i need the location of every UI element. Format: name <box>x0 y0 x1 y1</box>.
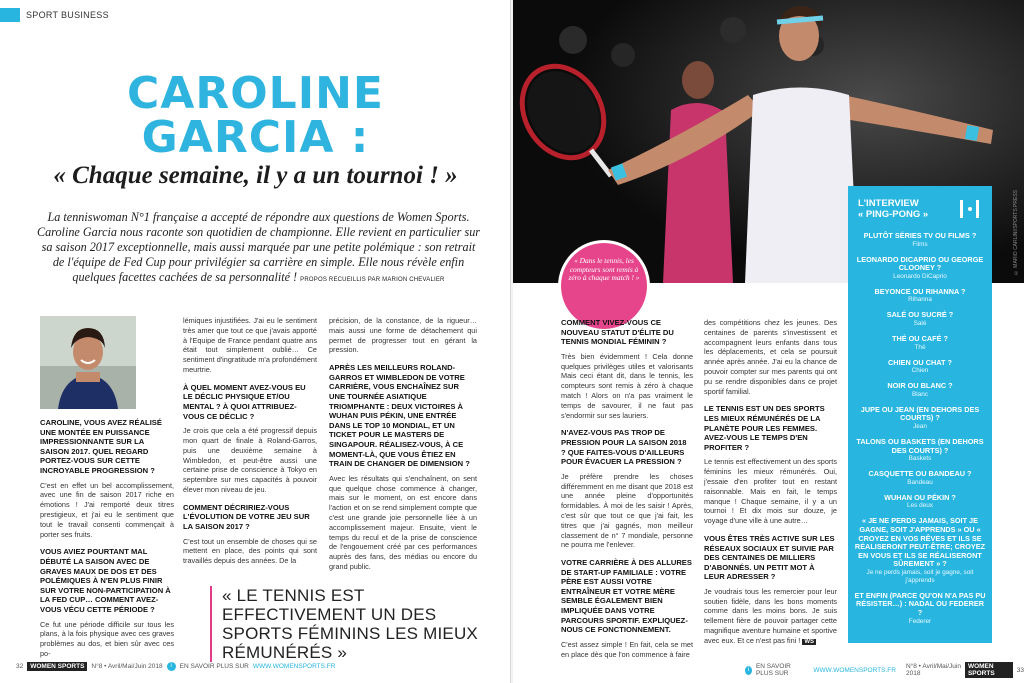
ping-pong-answer: Jean <box>913 422 927 430</box>
answer-paragraph: C'est en effet un bel accomplissement, avec une fin de saison 2017 riche en émotions ! J'ai remporté deux titres prestigieux, et j'ai eu le sentiment que tout le travail consenti commençait à porter ses fruits. <box>40 480 174 539</box>
ping-pong-answer: Thé <box>914 343 926 351</box>
more-info-label: EN SAVOIR PLUS SUR <box>755 663 791 677</box>
issue-info: N°8 • Avril/Mai/Juin 2018 <box>905 663 961 677</box>
text-column-3 <box>329 316 477 580</box>
ping-pong-answer: Salé <box>913 319 927 327</box>
ping-pong-answer: Films <box>912 240 928 248</box>
answer-text: Je voudrais tous les remercier pour leur soutien fidèle, dans les bons moments comme dans les moins bons. Je suis tellement fière de pouvoir partager cette magnifique aventure humaine et sportive avec eux. Et ce n'est pas fini ! <box>704 586 837 645</box>
ping-pong-answer: Chien <box>911 367 929 375</box>
ping-pong-answer: Les deux <box>907 502 933 510</box>
ping-pong-answer: Leonardo DiCaprio <box>893 272 947 280</box>
question-heading: COMMENT VIVEZ-VOUS CE NOUVEAU STATUT D'ÉLITE DU TENNIS MONDIAL FÉMININ ? <box>561 318 674 347</box>
ping-pong-question: BEYONCE OU RIHANNA ? <box>874 286 966 296</box>
ping-pong-paddle-icon <box>958 196 982 222</box>
ping-pong-answer: Rihanna <box>908 296 932 304</box>
quote-bubble: « Dans le tennis, les compteurs sont remis à zéro à chaque match ! » <box>561 243 647 329</box>
ping-pong-question: JUPE OU JEAN (EN DEHORS DES COURTS) ? <box>860 404 980 423</box>
section-header <box>0 8 109 22</box>
question-heading: N'AVEZ-VOUS PAS TROP DE PRESSION POUR LA SAISON 2018 ? QUE FAITES-VOUS D'AILLEURS POUR ÉVACUER LA PRESSION ? <box>561 428 687 467</box>
answer-paragraph <box>704 587 837 648</box>
page-number: 32 <box>16 663 24 670</box>
ping-pong-question: THÉ OU CAFÉ ? <box>892 333 948 343</box>
intro-paragraph <box>36 210 481 288</box>
portrait-illustration <box>40 316 136 409</box>
website-link[interactable]: WWW.WOMENSPORTS.FR <box>252 663 336 670</box>
ping-pong-list <box>854 232 986 633</box>
info-icon: i <box>745 666 752 675</box>
ping-pong-question: CHIEN OU CHAT ? <box>888 357 952 367</box>
magazine-brand: WOMEN SPORTS <box>27 662 87 671</box>
section-marker <box>0 8 20 22</box>
answer-paragraph: C'est assez simple ! En fait, cela se met en place dès que l'on commence à faire <box>561 639 693 659</box>
ping-pong-answer: Je ne perds jamais, soit je gagne, soit j'apprends <box>866 568 974 584</box>
answer-paragraph: Ce fut une période difficile sur tous les plans, à la fois physique avec ces graves problèmes au dos, et bien sûr avec ces po- <box>40 619 174 658</box>
headline-line-1: CAROLINE <box>127 68 384 119</box>
answer-paragraph: Très bien évidemment ! Cela donne quelques privilèges utiles et valorisants Mais ceci étant dit, dans le tennis, les compteurs sont remis à zéro à chaque match ! Alors on n'a pas vraiment le temps de savourer, il ne faut pas s'endormir sur ses lauriers. <box>561 351 693 420</box>
page-number: 33 <box>1016 666 1024 674</box>
question-heading: APRÈS LES MEILLEURS ROLAND-GARROS ET WIMBLEDON DE VOTRE CARRIÈRE, VOUS ENCHAÎNEZ SUR UNE TOURNÉE ASIATIQUE TRIOMPHANTE : DEUX VICTOIRES À WUHAN PUIS PÉKIN, UNE ENTRÉE DANS LE TOP 10 MONDIAL, ET UN TICKET POUR LE MASTERS DE SINGAPOUR. RÉALISEZ-VOUS, À CE MOMENT-LÀ, QUE VOUS ÊTIEZ EN TRAIN DE CHANGER DE DIMENSION ? <box>329 363 470 469</box>
answer-paragraph: Je préfère prendre les choses différemment en me disant que 2018 est une année pleine d'opportunités formidables. À moi de les saisir ! Après, c'est sûr que tout ce que j'ai fait, les titres que j'ai gagnés, mon meilleur classement de n° 7 mondiale, personne ne pourra me l'enlever. <box>561 471 693 550</box>
ping-pong-answer: Federer <box>908 617 932 625</box>
text-column-4 <box>561 318 693 667</box>
photo-credit: © MARIO CARLINI/SPORTS PRESS <box>1013 190 1019 276</box>
more-info-label: EN SAVOIR PLUS SUR <box>179 663 249 670</box>
ping-pong-answer: Baskets <box>908 455 932 463</box>
answer-continued: lémiques injustifiées. J'ai eu le sentiment très amer que tout ce que j'avais apporté à l'Equipe de France pendant quatre ans était tout simplement oublié… Ce sentiment d'ingratitude m'a profondément meurtrie. <box>183 316 317 374</box>
ping-pong-question: LEONARDO DICAPRIO OU GEORGE CLOONEY ? <box>856 254 984 273</box>
text-column-5 <box>704 318 837 656</box>
footer-left <box>16 662 335 671</box>
headline-line-2: GARCIA : <box>141 112 370 163</box>
section-label: SPORT BUSINESS <box>26 10 109 20</box>
ping-pong-question: TALONS OU BASKETS (EN DEHORS DES COURTS) ? <box>856 436 984 455</box>
ping-pong-title-line-1: L'INTERVIEW <box>858 198 919 209</box>
answer-paragraph: Je crois que cela a été progressif depuis mon quart de finale à Roland-Garros, puis une deuxième semaine à Wimbledon, et peut-être aussi une certaine prise de conscience à Tokyo en septembre sur mes capacités à pouvoir élever mon niveau de jeu. <box>183 426 317 494</box>
answer-continued: des compétitions chez les jeunes. Des centaines de parents s'investissent et accompagnent leurs enfants dans tous les déplacements, et cela se poursuit année après année. J'ai eu la chance de pouvoir compter sur mes parents qui ont pu se rendre disponibles dans ce projet sportif familial. <box>704 318 837 396</box>
answer-paragraph: C'est tout un ensemble de choses qui se mettent en place, des points qui sont travaillés depuis des années. De la <box>183 536 317 566</box>
left-page <box>0 0 511 683</box>
ping-pong-question: ET ENFIN (PARCE QU'ON N'A PAS PU RÉSISTER…) : NADAL OU FEDERER ? <box>854 590 986 618</box>
answer-paragraph: Le tennis est effectivement un des sports féminins les mieux rémunérés. Oui, j'essaie d'en profiter tout en restant raisonnable. Mais en fait, le temps manque ! Chaque semaine, il y a un tournoi ! Et dix mois sur douze, je voyage d'une ville à une autre… <box>704 457 837 526</box>
ping-pong-answer: Bandeau <box>907 478 933 486</box>
pull-quote: « LE TENNIS EST EFFECTIVEMENT UN DES SPORTS FÉMININS LES MIEUX RÉMUNÉRÉS » <box>210 586 500 662</box>
answer-paragraph: Avec les résultats qui s'enchaînent, on sent que quelque chose commence à changer, mais sur le moment, on est encore dans l'action et on se rend simplement compte que c'est une grande joie personnelle liée à un accomplissement majeur. Ensuite, vient le temps du recul et de la prise de conscience de l'engouement créé par ces performances auprès des fans, des médias ou encore du grand public. <box>329 473 477 571</box>
end-mark: WS <box>804 638 815 645</box>
portrait-photo <box>40 316 136 409</box>
ping-pong-question: NOIR OU BLANC ? <box>887 381 953 391</box>
text-column-1 <box>40 418 174 667</box>
info-icon: i <box>167 662 176 671</box>
ping-pong-question: PLUTÔT SÉRIES TV OU FILMS ? <box>863 231 977 240</box>
ping-pong-question: « JE NE PERDS JAMAIS, SOIT JE GAGNE, SOIT J'APPRENDS » OU « CROYEZ EN VOS RÊVES ET ILS SE RÉALISERONT PEUT-ÊTRE; CROYEZ EN VOUS ET ILS SE RÉALISERONT SÛREMENT » ? <box>854 516 986 569</box>
footer-right <box>745 662 1024 678</box>
ping-pong-title-line-2: « PING-PONG » <box>858 209 929 220</box>
intro-text: La tenniswoman N°1 française a accepté de répondre aux questions de Women Sports. Caroline Garcia nous raconte son quotidien de championne. Elle revient en particulier sur sa saison 2017 exceptionnelle, mais aussi marquée par une petite polémique : son retrait de l'équipe de Fed Cup pour privilégier sa carrière en simple. Elle nous révèle enfin quelques facettes cachées de sa personnalité ! <box>36 210 481 284</box>
question-heading: VOTRE CARRIÈRE À DES ALLURES DE START-UP FAMILIALE : VOTRE PÈRE EST AUSSI VOTRE ENTRAÎNEUR ET VOTRE MÈRE SEMBLE ÉGALEMENT BIEN IMPLIQUÉE DANS VOTRE PARCOURS SPORTIF. EXPLIQUEZ-NOUS CE FONCTIONNEMENT. <box>561 558 692 635</box>
ping-pong-question: WUHAN OU PÉKIN ? <box>884 492 956 502</box>
ping-pong-question: CASQUETTE OU BANDEAU ? <box>868 469 972 479</box>
headline-quote: « Chaque semaine, il y a un tournoi ! » <box>53 162 458 189</box>
ping-pong-answer: Blanc <box>912 390 928 398</box>
issue-info: N°8 • Avril/Mai/Juin 2018 <box>91 663 163 670</box>
question-heading: À QUEL MOMENT AVEZ-VOUS EU LE DÉCLIC PHYSIQUE ET/OU MENTAL ? À QUOI ATTRIBUEZ-VOUS CE DÉCLIC ? <box>183 382 306 421</box>
magazine-brand: WOMEN SPORTS <box>965 662 1013 678</box>
question-heading: VOUS ÊTES TRÈS ACTIVE SUR LES RÉSEAUX SOCIAUX ET SUIVIE PAR DES CENTAINES DE MILLIERS D'ABONNÉS. UN PETIT MOT À LEUR ADRESSER ? <box>704 533 835 582</box>
question-heading: VOUS AVIEZ POURTANT MAL DÉBUTÉ LA SAISON AVEC DE GRAVES MAUX DE DOS ET DES POLÉMIQUES À N'EN PLUS FINIR SUR VOTRE NON-PARTICIPATION À LA FED CUP… COMMENT AVEZ-VOUS VÉCU CETTE PÉRIODE ? <box>40 547 171 614</box>
ping-pong-question: SALÉ OU SUCRÉ ? <box>886 310 954 320</box>
question-heading: COMMENT DÉCRIRIEZ-VOUS L'ÉVOLUTION DE VOTRE JEU SUR LA SAISON 2017 ? <box>183 502 310 531</box>
website-link[interactable]: WWW.WOMENSPORTS.FR <box>813 666 896 674</box>
ping-pong-title <box>858 198 928 220</box>
text-column-2 <box>183 316 317 574</box>
author-credit: PROPOS RECUEILLIS PAR MARION CHEVALIER <box>300 277 445 283</box>
right-page <box>513 0 1024 683</box>
ping-pong-interview-box <box>848 186 992 643</box>
question-heading: CAROLINE, VOUS AVEZ RÉALISÉ UNE MONTÉE EN PUISSANCE IMPRESSIONNANTE SUR LA SAISON 2017. QUEL REGARD PORTEZ-VOUS SUR CETTE INCROYABLE PROGRESSION ? <box>40 418 162 475</box>
answer-continued: précision, de la constance, de la rigueur… mais aussi une forme de détachement qui permet de progresser tout en gérant la pression. <box>329 316 477 355</box>
question-heading: LE TENNIS EST UN DES SPORTS LES MIEUX RÉMUNÉRÉS DE LA PLANÈTE POUR LES FEMMES. AVEZ-VOUS LE TEMPS D'EN PROFITER ? <box>704 404 825 452</box>
